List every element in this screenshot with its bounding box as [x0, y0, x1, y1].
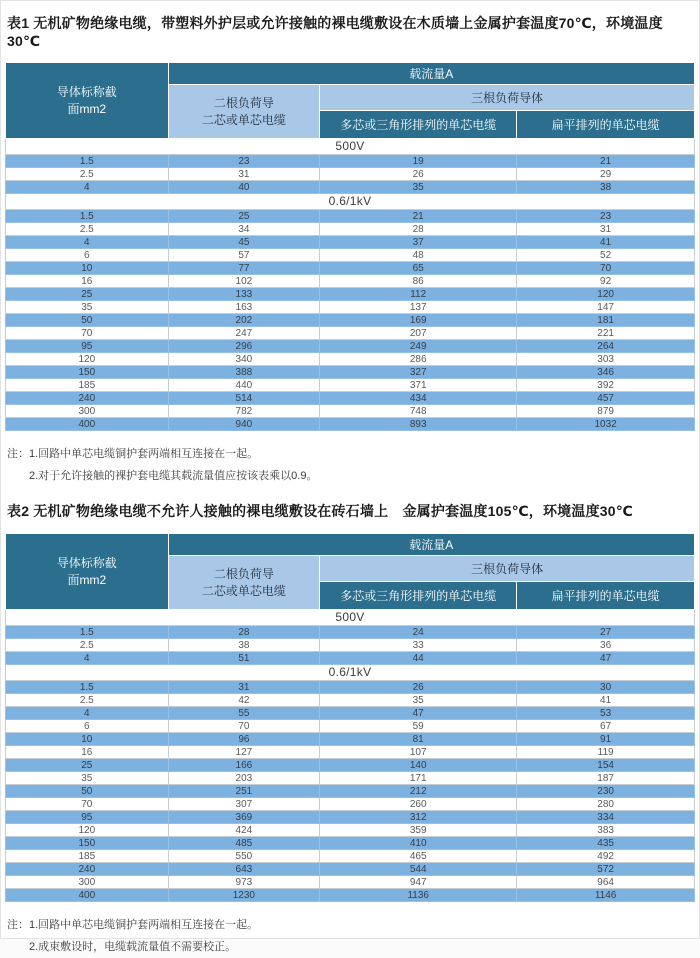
cell-flat: 346: [517, 366, 695, 379]
cell-flat: 21: [517, 155, 695, 168]
cell-size: 2.5: [6, 168, 169, 181]
cell-flat: 29: [517, 168, 695, 181]
cell-flat: 392: [517, 379, 695, 392]
cell-trefoil: 26: [320, 681, 517, 694]
table-row: [6, 392, 695, 405]
cell-flat: 334: [517, 811, 695, 824]
cell-flat: 147: [517, 301, 695, 314]
table-row: [6, 327, 695, 340]
col-header-conductor-size: [6, 534, 169, 610]
cell-flat: 38: [517, 181, 695, 194]
cell-two-core: 70: [168, 720, 320, 733]
cell-two-core: 340: [168, 353, 320, 366]
cell-flat: 120: [517, 288, 695, 301]
table-row: [6, 759, 695, 772]
cell-two-core: 247: [168, 327, 320, 340]
table-row: [6, 405, 695, 418]
table-row: [6, 681, 695, 694]
cell-two-core: 643: [168, 863, 320, 876]
cell-flat: 230: [517, 785, 695, 798]
cell-flat: 23: [517, 210, 695, 223]
cell-flat: 154: [517, 759, 695, 772]
voltage-band-label: 0.6/1kV: [6, 194, 695, 210]
note-line: 注：1.回路中单芯电缆铜护套两端相互连接在一起。: [7, 919, 259, 931]
conductor-size-label-line1: 导体标称截: [56, 556, 117, 571]
table-row: [6, 236, 695, 249]
table-row: [6, 223, 695, 236]
cell-size: 70: [6, 327, 169, 340]
table-row: [6, 876, 695, 889]
cell-trefoil: 65: [320, 262, 517, 275]
cell-trefoil: 212: [320, 785, 517, 798]
cell-two-core: 485: [168, 837, 320, 850]
voltage-band-label: 500V: [6, 610, 695, 626]
col-header-three-core: 三根负荷导体: [320, 85, 695, 111]
cell-trefoil: 24: [320, 626, 517, 639]
cell-size: 120: [6, 824, 169, 837]
cell-size: 35: [6, 301, 169, 314]
cell-two-core: 51: [168, 652, 320, 665]
cell-trefoil: 169: [320, 314, 517, 327]
table-row: [6, 626, 695, 639]
cell-two-core: 296: [168, 340, 320, 353]
header-row-1: [6, 63, 695, 85]
cell-two-core: 45: [168, 236, 320, 249]
cell-flat: 67: [517, 720, 695, 733]
table-row: [6, 785, 695, 798]
col-header-ampacity: 载流量A: [168, 63, 694, 85]
table-row: [6, 652, 695, 665]
cell-trefoil: 327: [320, 366, 517, 379]
conductor-size-label-line2: 面mm2: [67, 572, 107, 587]
cell-size: 400: [6, 418, 169, 431]
cell-flat: 303: [517, 353, 695, 366]
cell-trefoil: 48: [320, 249, 517, 262]
cell-trefoil: 47: [320, 707, 517, 720]
cell-two-core: 166: [168, 759, 320, 772]
cell-two-core: 388: [168, 366, 320, 379]
voltage-band-row: [6, 194, 695, 210]
table2-header: [6, 534, 695, 610]
cell-size: 95: [6, 340, 169, 353]
cell-flat: 31: [517, 223, 695, 236]
cell-flat: 30: [517, 681, 695, 694]
col-header-three-core: 三根负荷导体: [320, 556, 695, 582]
cell-trefoil: 748: [320, 405, 517, 418]
note-line: 2.成束敷设时，电缆载流量值不需要校正。: [29, 941, 237, 953]
cell-trefoil: 371: [320, 379, 517, 392]
table-row: [6, 772, 695, 785]
cell-two-core: 133: [168, 288, 320, 301]
cell-size: 4: [6, 652, 169, 665]
cell-two-core: 31: [168, 168, 320, 181]
table-row: [6, 340, 695, 353]
table-row: [6, 418, 695, 431]
table-row: [6, 168, 695, 181]
cell-two-core: 102: [168, 275, 320, 288]
cell-flat: 264: [517, 340, 695, 353]
table1-section: [5, 13, 695, 487]
two-core-label-line1: 二根负荷导: [213, 567, 274, 582]
cell-size: 35: [6, 772, 169, 785]
table-row: [6, 155, 695, 168]
cell-size: 120: [6, 353, 169, 366]
cell-two-core: 57: [168, 249, 320, 262]
cell-size: 2.5: [6, 639, 169, 652]
table1-body: [6, 139, 695, 431]
table-row: [6, 379, 695, 392]
cell-trefoil: 312: [320, 811, 517, 824]
cell-size: 50: [6, 785, 169, 798]
cell-two-core: 424: [168, 824, 320, 837]
cell-trefoil: 37: [320, 236, 517, 249]
cell-flat: 41: [517, 236, 695, 249]
cell-trefoil: 286: [320, 353, 517, 366]
table-row: [6, 889, 695, 902]
table-row: [6, 746, 695, 759]
table-row: [6, 249, 695, 262]
cell-size: 4: [6, 707, 169, 720]
cell-trefoil: 137: [320, 301, 517, 314]
cell-trefoil: 410: [320, 837, 517, 850]
table-row: [6, 863, 695, 876]
cell-trefoil: 260: [320, 798, 517, 811]
cell-size: 6: [6, 720, 169, 733]
cell-size: 2.5: [6, 694, 169, 707]
cell-size: 150: [6, 837, 169, 850]
cell-flat: 36: [517, 639, 695, 652]
cell-flat: 181: [517, 314, 695, 327]
cell-size: 16: [6, 746, 169, 759]
col-header-flat: 扁平排列的单芯电缆: [517, 111, 695, 139]
col-header-flat: 扁平排列的单芯电缆: [517, 582, 695, 610]
cell-flat: 41: [517, 694, 695, 707]
cell-trefoil: 947: [320, 876, 517, 889]
cell-size: 4: [6, 236, 169, 249]
cell-two-core: 307: [168, 798, 320, 811]
cell-trefoil: 107: [320, 746, 517, 759]
table2: [5, 533, 695, 902]
cell-trefoil: 35: [320, 181, 517, 194]
table-row: [6, 694, 695, 707]
cell-two-core: 369: [168, 811, 320, 824]
cell-two-core: 34: [168, 223, 320, 236]
note-line: 注：1.回路中单芯电缆铜护套两端相互连接在一起。: [7, 448, 259, 460]
cell-trefoil: 544: [320, 863, 517, 876]
table-row: [6, 824, 695, 837]
table-row: [6, 181, 695, 194]
voltage-band-row: [6, 665, 695, 681]
table1-notes: [7, 443, 693, 487]
cell-trefoil: 44: [320, 652, 517, 665]
cell-size: 10: [6, 262, 169, 275]
cell-size: 95: [6, 811, 169, 824]
cell-flat: 27: [517, 626, 695, 639]
cell-two-core: 550: [168, 850, 320, 863]
table-row: [6, 275, 695, 288]
col-header-ampacity: 载流量A: [168, 534, 694, 556]
table-row: [6, 720, 695, 733]
cell-size: 185: [6, 379, 169, 392]
table-row: [6, 353, 695, 366]
cell-size: 1.5: [6, 155, 169, 168]
cell-flat: 70: [517, 262, 695, 275]
cell-flat: 964: [517, 876, 695, 889]
note-line: 2.对于允许接触的裸护套电缆其载流量值应按该表乘以0.9。: [29, 470, 318, 482]
cell-two-core: 31: [168, 681, 320, 694]
cell-size: 1.5: [6, 681, 169, 694]
cell-trefoil: 19: [320, 155, 517, 168]
cell-size: 1.5: [6, 210, 169, 223]
table1-title: 表1 无机矿物绝缘电缆，带塑料外护层或允许接触的裸电缆敷设在木质墙上金属护套温度70℃，环境温度30℃: [7, 15, 663, 49]
cell-size: 1.5: [6, 626, 169, 639]
cell-flat: 221: [517, 327, 695, 340]
table1-header: [6, 63, 695, 139]
header-row-1: [6, 534, 695, 556]
page: [1, 1, 699, 953]
cell-two-core: 127: [168, 746, 320, 759]
cell-two-core: 28: [168, 626, 320, 639]
two-core-label-line2: 二芯或单芯电缆: [201, 112, 286, 127]
cell-size: 240: [6, 392, 169, 405]
two-core-label-line1: 二根负荷导: [213, 96, 274, 111]
cell-size: 300: [6, 876, 169, 889]
table-row: [6, 314, 695, 327]
cell-two-core: 973: [168, 876, 320, 889]
cell-size: 300: [6, 405, 169, 418]
cell-size: 2.5: [6, 223, 169, 236]
cell-two-core: 1230: [168, 889, 320, 902]
cell-two-core: 77: [168, 262, 320, 275]
cell-size: 6: [6, 249, 169, 262]
cell-trefoil: 35: [320, 694, 517, 707]
two-core-label-line2: 二芯或单芯电缆: [201, 583, 286, 598]
table-row: [6, 811, 695, 824]
cell-flat: 1032: [517, 418, 695, 431]
cell-size: 25: [6, 759, 169, 772]
cell-flat: 119: [517, 746, 695, 759]
table-row: [6, 639, 695, 652]
cell-trefoil: 59: [320, 720, 517, 733]
cell-flat: 91: [517, 733, 695, 746]
cell-trefoil: 207: [320, 327, 517, 340]
cell-trefoil: 21: [320, 210, 517, 223]
cell-trefoil: 26: [320, 168, 517, 181]
cell-trefoil: 112: [320, 288, 517, 301]
cell-trefoil: 28: [320, 223, 517, 236]
cell-two-core: 514: [168, 392, 320, 405]
cell-trefoil: 140: [320, 759, 517, 772]
cell-two-core: 251: [168, 785, 320, 798]
cell-trefoil: 1136: [320, 889, 517, 902]
cell-size: 185: [6, 850, 169, 863]
cell-size: 16: [6, 275, 169, 288]
cell-two-core: 203: [168, 772, 320, 785]
cell-flat: 457: [517, 392, 695, 405]
cell-flat: 52: [517, 249, 695, 262]
cell-flat: 187: [517, 772, 695, 785]
table-row: [6, 288, 695, 301]
cell-trefoil: 465: [320, 850, 517, 863]
cell-flat: 47: [517, 652, 695, 665]
cell-two-core: 55: [168, 707, 320, 720]
table-row: [6, 733, 695, 746]
table-row: [6, 210, 695, 223]
cell-size: 10: [6, 733, 169, 746]
cell-trefoil: 249: [320, 340, 517, 353]
col-header-trefoil: 多芯或三角形排列的单芯电缆: [320, 111, 517, 139]
cell-two-core: 940: [168, 418, 320, 431]
cell-two-core: 38: [168, 639, 320, 652]
cell-flat: 280: [517, 798, 695, 811]
table-row: [6, 850, 695, 863]
cell-two-core: 25: [168, 210, 320, 223]
cell-trefoil: 33: [320, 639, 517, 652]
cell-two-core: 782: [168, 405, 320, 418]
table2-section: [5, 501, 695, 958]
table-row: [6, 366, 695, 379]
cell-trefoil: 171: [320, 772, 517, 785]
cell-two-core: 40: [168, 181, 320, 194]
cell-flat: 383: [517, 824, 695, 837]
col-header-two-core: [168, 85, 320, 139]
cell-size: 25: [6, 288, 169, 301]
table-row: [6, 707, 695, 720]
conductor-size-label-line2: 面mm2: [67, 101, 107, 116]
cell-trefoil: 893: [320, 418, 517, 431]
cell-two-core: 96: [168, 733, 320, 746]
table1: [5, 62, 695, 431]
cell-flat: 53: [517, 707, 695, 720]
cell-two-core: 202: [168, 314, 320, 327]
col-header-two-core: [168, 556, 320, 610]
cell-flat: 572: [517, 863, 695, 876]
cell-two-core: 163: [168, 301, 320, 314]
cell-flat: 492: [517, 850, 695, 863]
cell-size: 400: [6, 889, 169, 902]
cell-size: 70: [6, 798, 169, 811]
cell-flat: 435: [517, 837, 695, 850]
voltage-band-label: 500V: [6, 139, 695, 155]
voltage-band-label: 0.6/1kV: [6, 665, 695, 681]
cell-size: 4: [6, 181, 169, 194]
table-row: [6, 262, 695, 275]
cell-flat: 879: [517, 405, 695, 418]
table2-notes: [7, 914, 693, 958]
conductor-size-label-line1: 导体标称截: [56, 85, 117, 100]
cell-trefoil: 434: [320, 392, 517, 405]
col-header-conductor-size: [6, 63, 169, 139]
voltage-band-row: [6, 610, 695, 626]
cell-trefoil: 81: [320, 733, 517, 746]
cell-flat: 92: [517, 275, 695, 288]
table2-title: 表2 无机矿物绝缘电缆不允许人接触的裸电缆敷设在砖石墙上 金属护套温度105℃，环境温度30℃: [7, 503, 633, 519]
table2-body: [6, 610, 695, 902]
cell-flat: 1146: [517, 889, 695, 902]
cell-trefoil: 86: [320, 275, 517, 288]
cell-trefoil: 359: [320, 824, 517, 837]
cell-size: 240: [6, 863, 169, 876]
table-row: [6, 837, 695, 850]
table-row: [6, 798, 695, 811]
voltage-band-row: [6, 139, 695, 155]
table-row: [6, 301, 695, 314]
col-header-trefoil: 多芯或三角形排列的单芯电缆: [320, 582, 517, 610]
cell-two-core: 23: [168, 155, 320, 168]
cell-two-core: 440: [168, 379, 320, 392]
cell-two-core: 42: [168, 694, 320, 707]
cell-size: 150: [6, 366, 169, 379]
cell-size: 50: [6, 314, 169, 327]
